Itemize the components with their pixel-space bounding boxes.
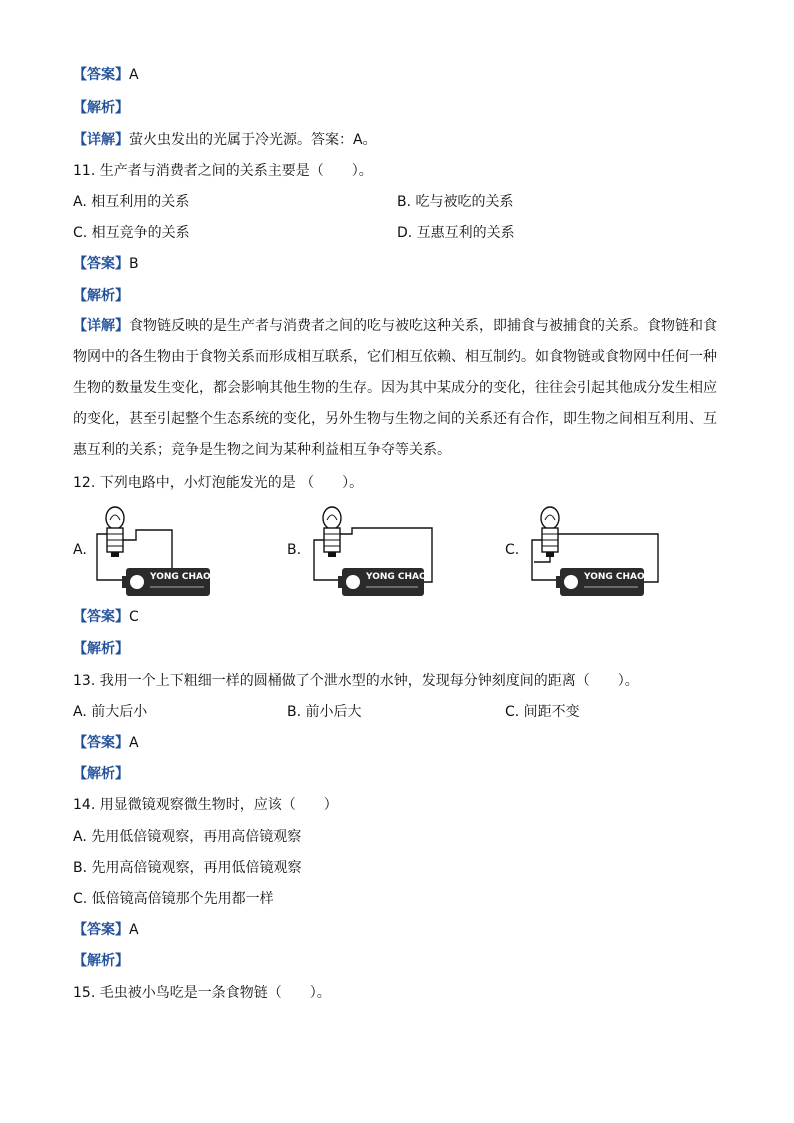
q12-option-a-label: A.: [73, 542, 87, 558]
q13-option-b: B. 前小后大: [287, 704, 362, 720]
q13-option-a: A. 前大后小: [73, 704, 148, 720]
detail-tag: 【详解】: [73, 132, 129, 148]
q13-stem: 13. 我用一个上下粗细一样的圆桶做了个泄水型的水钟，发现每分钟刻度间的距离（ ）。: [73, 673, 639, 689]
q13-analysis-line: [73, 765, 129, 783]
bulb-icon: [323, 507, 341, 557]
q11-detail: 食物链反映的是生产者与消费者之间的吃与被吃这种关系，即捕食与被捕食的关系。食物链和食物网中的各生物由于食物关系而形成相互联系，它们相互依赖、相互制约。如食物链或食物网中任何一种生物的数量发生变化，都会影响其他生物的生存。因为其中某成分的变化，往往会引起其他成分发生相应的变化，甚至引起整个生态系统的变化，另外生物与生物之间的关系还有合作，即生物之间相互利用、互惠互利的关系；竞争是生物之间为某种利益相互争夺等关系。: [73, 318, 717, 458]
q10-answer-line: [73, 66, 139, 84]
q12-stem: 12. 下列电路中，小灯泡能发光的是 （ ）。: [73, 475, 364, 491]
svg-text:YONG CHAO: YONG CHAO: [366, 572, 427, 582]
q11-detail-paragraph: [73, 311, 723, 466]
q10-analysis-line: [73, 99, 129, 117]
q12-option-c-label: C.: [505, 542, 520, 558]
svg-text:YONG CHAO: YONG CHAO: [584, 572, 645, 582]
answer-tag: 【答案】: [73, 735, 129, 751]
q11-option-b: B. 吃与被吃的关系: [397, 194, 514, 210]
q14-option-c: C. 低倍镜高倍镜那个先用都一样: [73, 891, 274, 907]
analysis-tag: 【解析】: [73, 953, 129, 969]
answer-tag: 【答案】: [73, 256, 129, 272]
q11-option-a: A. 相互利用的关系: [73, 194, 190, 210]
analysis-tag: 【解析】: [73, 766, 129, 782]
q11-answer-line: [73, 255, 139, 273]
q14-answer: A: [129, 922, 139, 938]
circuit-c-diagram: [526, 504, 660, 598]
battery-icon: [338, 568, 427, 596]
answer-tag: 【答案】: [73, 922, 129, 938]
battery-icon: [556, 568, 645, 596]
q11-option-c: C. 相互竞争的关系: [73, 225, 190, 241]
q14-option-b: B. 先用高倍镜观察，再用低倍镜观察: [73, 860, 302, 876]
q14-answer-line: [73, 921, 139, 939]
q14-option-a: A. 先用低倍镜观察，再用高倍镜观察: [73, 829, 302, 845]
q10-answer: A: [129, 67, 139, 83]
q11-stem: 11. 生产者与消费者之间的关系主要是（ ）。: [73, 163, 373, 179]
analysis-tag: 【解析】: [73, 288, 129, 304]
bulb-icon: [541, 507, 559, 557]
battery-icon: [122, 568, 211, 596]
q10-detail-line: [73, 131, 377, 149]
analysis-tag: 【解析】: [73, 641, 129, 657]
q11-analysis-line: [73, 287, 129, 305]
analysis-tag: 【解析】: [73, 100, 129, 116]
q13-answer: A: [129, 735, 139, 751]
answer-tag: 【答案】: [73, 609, 129, 625]
q11-answer: B: [129, 256, 139, 272]
q12-option-b-label: B.: [287, 542, 302, 558]
bulb-icon: [106, 507, 124, 557]
q10-detail: 萤火虫发出的光属于冷光源。答案：A。: [129, 132, 377, 148]
q14-stem: 14. 用显微镜观察微生物时，应该（ ）: [73, 797, 338, 813]
circuit-b-diagram: [308, 504, 434, 598]
answer-tag: 【答案】: [73, 67, 129, 83]
detail-tag: 【详解】: [73, 318, 129, 334]
q12-answer-line: [73, 608, 139, 626]
q11-option-d: D. 互惠互利的关系: [397, 225, 515, 241]
circuit-a-diagram: [92, 504, 212, 598]
svg-text:YONG CHAO: YONG CHAO: [150, 572, 211, 582]
q12-answer: C: [129, 609, 139, 625]
q12-analysis-line: [73, 640, 129, 658]
q15-stem: 15. 毛虫被小鸟吃是一条食物链（ ）。: [73, 985, 331, 1001]
q13-answer-line: [73, 734, 139, 752]
q13-option-c: C. 间距不变: [505, 704, 580, 720]
q14-analysis-line: [73, 952, 129, 970]
